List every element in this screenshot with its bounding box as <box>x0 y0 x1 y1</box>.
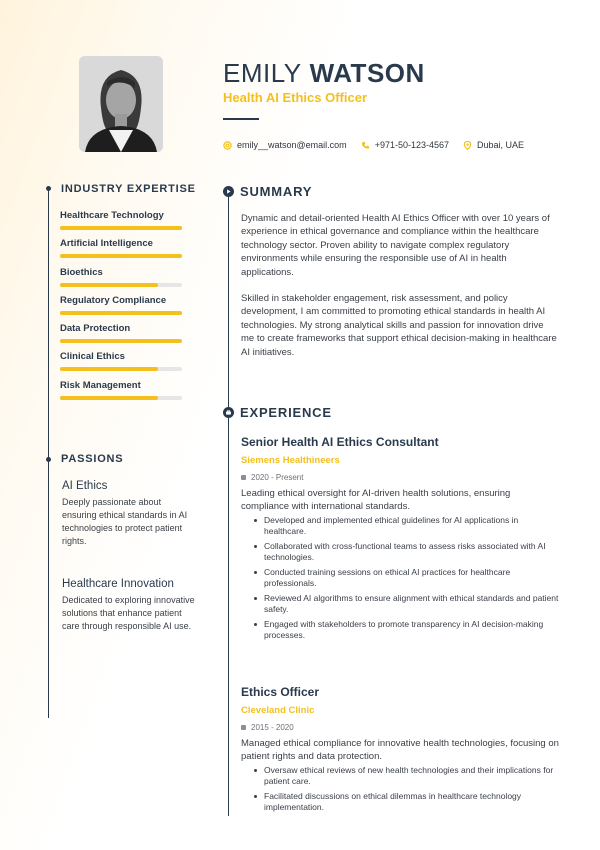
right-timeline <box>228 191 229 816</box>
skill-item <box>60 351 182 379</box>
passions-list <box>62 480 197 663</box>
skill-label: Bioethics <box>60 266 103 278</box>
job-role: Senior Health AI Ethics Consultant <box>241 435 439 449</box>
contact-location <box>463 140 524 150</box>
skill-item <box>60 295 182 323</box>
job-bullets <box>241 515 559 641</box>
job-bullet: Developed and implemented ethical guidelines for AI applications in healthcare. <box>254 515 559 537</box>
job-bullet: Engaged with stakeholders to promote transparency in AI decision-making processes. <box>254 619 559 641</box>
at-icon <box>223 141 232 150</box>
passions-marker <box>46 457 51 462</box>
job-date-text: 2020 - Present <box>251 473 304 482</box>
skill-bar-fill <box>60 283 158 287</box>
skill-bar <box>60 254 182 258</box>
summary-paragraph: Skilled in stakeholder engagement, risk assessment, and policy development, I am committed to promoting ethical standards in health AI technologies. My strong analytical skills and passion for innovation drive me to create frameworks that support ethical decision-making in healthcare AI initiatives. <box>241 293 557 358</box>
skill-bar <box>60 339 182 343</box>
contact-bar <box>223 140 524 150</box>
profile-photo <box>79 56 163 152</box>
calendar-icon <box>241 475 246 480</box>
expertise-list <box>60 210 182 408</box>
skill-bar-fill <box>60 396 158 400</box>
job-bullet: Oversaw ethical reviews of new health technologies and their implications for patient care. <box>254 765 559 787</box>
contact-phone[interactable] <box>361 140 449 150</box>
title-divider <box>223 118 259 120</box>
contact-email[interactable] <box>223 140 347 150</box>
passion-title: Healthcare Innovation <box>62 578 174 590</box>
location-text: Dubai, UAE <box>477 140 525 150</box>
skill-label: Data Protection <box>60 323 131 335</box>
job-company: Cleveland Clinic <box>241 705 315 716</box>
skill-label: Regulatory Compliance <box>60 294 167 306</box>
skill-bar-fill <box>60 311 182 315</box>
skill-bar <box>60 311 182 315</box>
job-bullet: Conducted training sessions on ethical AI practices for healthcare professionals. <box>254 567 559 589</box>
last-name: WATSON <box>309 58 425 88</box>
job-bullet: Facilitated discussions on ethical dilemmas in healthcare technology implementation. <box>254 791 559 813</box>
phone-text: +971-50-123-4567 <box>374 140 449 150</box>
job-entry <box>241 685 559 817</box>
skill-bar <box>60 396 182 400</box>
skill-label: Healthcare Technology <box>60 210 164 221</box>
job-role: Ethics Officer <box>241 685 320 699</box>
skill-item <box>60 238 182 266</box>
job-title: Health AI Ethics Officer <box>223 90 367 105</box>
briefcase-icon <box>223 407 234 418</box>
passion-description: Dedicated to exploring innovative solutions that enhance patient care through responsible AI use. <box>62 595 195 631</box>
skill-bar-fill <box>60 254 182 258</box>
job-date <box>241 473 559 482</box>
summary-text <box>241 212 559 372</box>
phone-icon <box>361 141 370 150</box>
skill-label: Clinical Ethics <box>60 351 125 363</box>
skill-label: Risk Management <box>60 379 141 391</box>
skill-bar-fill <box>60 339 182 343</box>
summary-heading: SUMMARY <box>240 184 313 199</box>
job-date-text: 2015 - 2020 <box>251 723 294 732</box>
passions-heading: PASSIONS <box>61 453 124 465</box>
passion-item <box>62 480 197 548</box>
expertise-marker <box>46 186 51 191</box>
summary-icon <box>223 186 234 197</box>
job-bullets <box>241 765 559 813</box>
job-bullet: Reviewed AI algorithms to ensure alignment with ethical standards and patient safety. <box>254 593 559 615</box>
job-date <box>241 723 559 732</box>
job-entry <box>241 435 559 645</box>
job-company: Siemens Healthineers <box>241 455 340 466</box>
skill-item <box>60 210 182 238</box>
expertise-heading: INDUSTRY EXPERTISE <box>61 183 196 195</box>
skill-label: Artificial Intelligence <box>60 238 153 250</box>
experience-heading: EXPERIENCE <box>240 405 332 420</box>
skill-bar <box>60 226 182 230</box>
calendar-icon <box>241 725 246 730</box>
passion-description: Deeply passionate about ensuring ethical standards in AI technologies to protect patient rights. <box>62 497 188 546</box>
skill-bar-fill <box>60 367 158 371</box>
candidate-name <box>223 58 425 89</box>
job-intro: Managed ethical compliance for innovative health technologies, focusing on patient rights and data protection. <box>241 738 559 762</box>
passion-title: AI Ethics <box>62 480 108 492</box>
job-intro: Leading ethical oversight for AI-driven health solutions, ensuring compliance with international standards. <box>241 488 511 512</box>
left-timeline <box>48 188 49 718</box>
skill-item <box>60 267 182 295</box>
passion-item <box>62 578 197 633</box>
email-text: emily__watson@email.com <box>237 140 347 150</box>
skill-bar-fill <box>60 226 182 230</box>
summary-paragraph: Dynamic and detail-oriented Health AI Ethics Officer with over 10 years of experience in ethical governance and compliance within the healthcare technology sector. Proven ability to navigate complex regulatory environments while ensuring the responsible use of AI in health applications. <box>241 213 550 278</box>
skill-bar <box>60 283 182 287</box>
skill-bar <box>60 367 182 371</box>
skill-item <box>60 323 182 351</box>
job-bullet: Collaborated with cross-functional teams to assess risks associated with AI technologies. <box>254 541 559 563</box>
first-name: EMILY <box>223 58 302 88</box>
skill-item <box>60 380 182 408</box>
location-pin-icon <box>463 141 472 150</box>
